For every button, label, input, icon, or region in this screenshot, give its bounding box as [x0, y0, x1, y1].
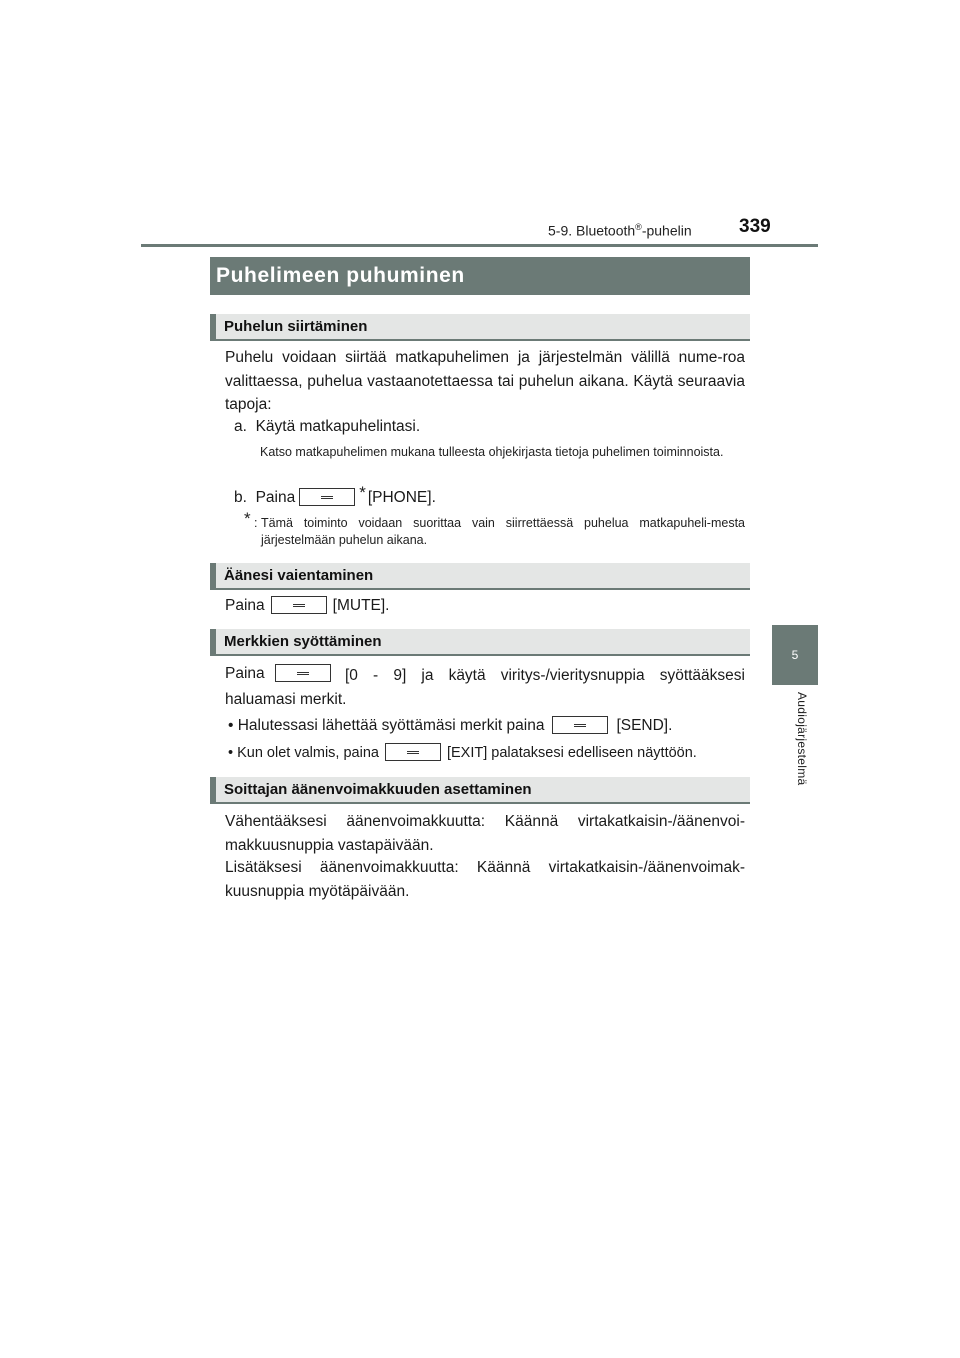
footnote-colon: : — [254, 516, 258, 530]
bullet-send: • Halutessasi lähettää syöttämäsi merkit paina [SEND]. — [228, 717, 673, 735]
bullet-exit: • Kun olet valmis, paina [EXIT] palataksesi edelliseen näyttöön. — [228, 744, 697, 761]
chapter-label: Audiojärjestelmä — [795, 692, 809, 786]
step-a: a. Käytä matkapuhelintasi. — [234, 418, 421, 435]
mute-key-icon — [271, 596, 327, 614]
mute-instruction: Paina [MUTE]. — [225, 597, 390, 615]
header-rule — [141, 244, 818, 247]
step-b: b. Paina * [PHONE]. — [234, 483, 436, 506]
chars-prefix-line: Paina — [225, 664, 341, 684]
page-number: 339 — [739, 216, 771, 237]
volume-increase: Lisätäksesi äänenvoimakkuutta: Käännä virtakatkaisin-/äänenvoimak-kuusnuppia myötäpäivään. — [225, 859, 745, 900]
transfer-intro: Puhelu voidaan siirtää matkapuhelimen ja järjestelmän välillä nume-roa valittaessa, puhelua vastaanotettaessa tai puhelun aikana. Käytä seuraavia tapoja: — [225, 349, 745, 413]
send-key-icon — [552, 716, 608, 734]
heading-character-input: Merkkien syöttäminen — [210, 629, 750, 656]
phone-key-icon — [299, 488, 355, 506]
chapter-tab: 5 — [772, 625, 818, 685]
heading-call-transfer: Puhelun siirtäminen — [210, 314, 750, 341]
exit-key-icon — [385, 743, 441, 761]
volume-decrease: Vähentääksesi äänenvoimakkuutta: Käännä virtakatkaisin-/äänenvoi-makkuusnuppia vastapäivään. — [225, 813, 745, 854]
page-title: Puhelimeen puhuminen — [210, 257, 750, 295]
heading-mute: Äänesi vaientaminen — [210, 563, 750, 590]
chars-text: [0 - 9] ja käytä viritys-/vieritysnuppia syöttääksesi haluamasi merkit. — [225, 667, 745, 708]
heading-caller-volume: Soittajan äänenvoimakkuuden asettaminen — [210, 777, 750, 804]
footnote-text: Tämä toiminto voidaan suorittaa vain siirrettäessä puhelua matkapuheli-mesta järjestelmään puhelun aikana. — [261, 516, 745, 547]
section-title: 5-9. Bluetooth®-puhelin — [548, 222, 692, 239]
step-a-note: Katso matkapuhelimen mukana tulleesta ohjekirjasta tietoja puhelimen toiminnoista. — [260, 445, 724, 459]
footnote-mark: * — [244, 509, 251, 528]
